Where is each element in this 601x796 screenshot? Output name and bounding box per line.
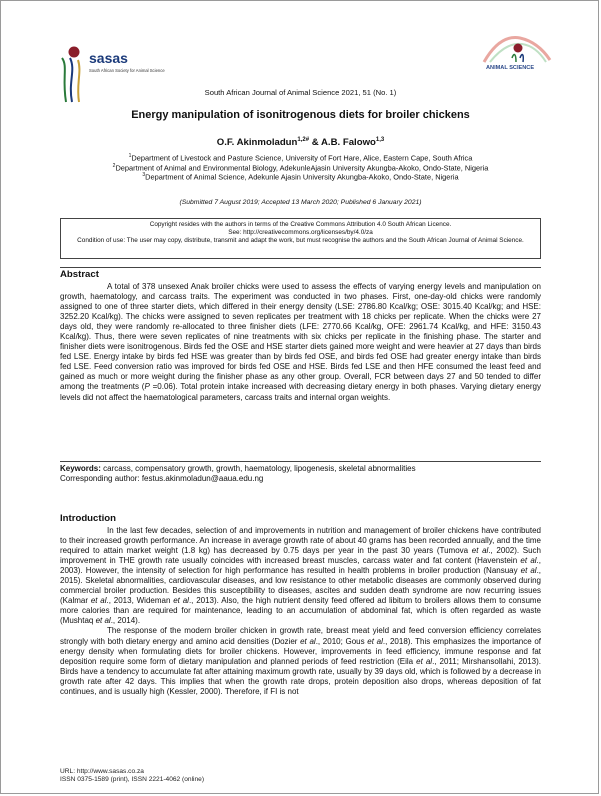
divider: [60, 461, 541, 462]
author-affiliation-marker: 1,2#: [297, 137, 310, 143]
licence-url[interactable]: See: http://creativecommons.org/licenses/by/4.0/za: [228, 229, 373, 236]
author-affiliation-marker: 1,3: [375, 137, 385, 143]
submission-dates: (Submitted 7 August 2019; Accepted 13 March 2020; Published 6 January 2021): [179, 199, 422, 206]
author-name: A.B. Falowo: [321, 137, 376, 149]
affiliation-number: 3: [142, 172, 146, 178]
author-separator: &: [309, 137, 321, 149]
abstract-body: =0.06). Total protein intake increased with decreasing dietary energy in both phases. Varying dietary energy levels did not affect the haematological parameters, carcass traits and internal organ weights.: [60, 382, 541, 402]
licence-conditions: Condition of use: The user may copy, distribute, transmit and adapt the work, but must recognise the authors and the South African Journal of Animal Science.: [77, 237, 524, 244]
affiliation-number: 1: [128, 153, 132, 159]
abstract-body: A total of 378 unsexed Anak broiler chicks were used to assess the effects of varying energy levels and manipulation on growth, haematology, and carcass traits. The experiment was conducted in two phases. First, one-day-old chicks were randomly assigned to one of three starter diets, which differed in their energy density (LSE: 2786.80 Kcal/kg; OSE: 3015.40 Kcal/kg; and HSE: 3252.20 Kcal/kg). The chicks were assigned to seven replicates per treatment with 18 chicks per replicate. When the chicks were 27 days old, they were randomly re-allocated to three finisher diets (LFE: 2770.66 Kcal/kg, OFE: 2961.74 Kcal/kg, and HFE: 3150.43 Kcal/kg). Thus, there were seven replicates of nine treatments with six chicks per replicate in the finishing phase. The starter and finisher diets were isonitrogenous. Birds fed the OSE and HSE starter diets gained more weight and were heavier at 27 days than birds fed LSE. Energy intake by birds fed HSE was greater than by birds fed OSE, and birds fed OSE had greater energy intake than birds fed LSE. Feed conversion ratio was improved for birds fed OSE and HSE. Birds fed LSE and then HFE consumed the least feed and gained as much or more weight during the finisher phase as any other group. Overall, FCR between days 27 and 50 tended to differ among the treatments (: [60, 282, 541, 392]
divider: [60, 267, 541, 268]
sasas-logo-subtitle: South African Society for Animal Science: [89, 68, 165, 73]
abstract-text: [60, 282, 541, 403]
licence-box: [60, 218, 541, 259]
introduction-text: [60, 526, 541, 697]
keywords-label: Keywords:: [60, 464, 101, 473]
paragraph: The response of the modern broiler chicken in growth rate, breast meat yield and feed conversion efficiency correlates strongly with both dietary energy and amino acid densities (Dozier et al., 2010; Gous et al., 2018). This emphasizes the importance of energy density when formulating diets for broiler chickens. However, improvements in feed efficiency, immune response and fat deposition require some form of dietary manipulation and planned periods of feed restriction (Eila et al., 2011; Mirshansollahi, 2013). Birds have a tendency to accumulate fat after attaining maximum growth rate, usually by 39 days old, which is followed by a decrease in growth rate after 42 days. This implies that when the growth rate drops, protein deposition also drops, whereas deposition of fat continues, and is usually high (Kessler, 2000). Therefore, if FI is not: [60, 626, 542, 696]
licence-line: Copyright resides with the authors in terms of the Creative Commons Attribution 4.0 South African Licence.: [149, 221, 452, 228]
abstract-heading: Abstract: [60, 269, 99, 280]
introduction-heading: Introduction: [60, 513, 116, 524]
affiliation-text: Department of Animal Science, Adekunle Ajasin University Akungba-Akoko, Ondo-State, Nigeria: [145, 172, 459, 182]
corresponding-author: Corresponding author: festus.akinmoladun@aaua.edu.ng: [60, 474, 264, 483]
footer-issn: ISSN 0375-1589 (print), ISSN 2221-4062 (online): [60, 776, 205, 783]
sasas-logo-word: sasas: [89, 50, 128, 66]
journal-emblem-icon: [480, 32, 555, 66]
affiliation-text: Department of Animal and Environmental Biology, AdekunleAjasin University Akungba-Akoko, Ondo-State, Nigeria: [115, 162, 489, 172]
article-title: Energy manipulation of isonitrogenous diets for broiler chickens: [131, 109, 470, 121]
affiliation-number: 2: [112, 162, 116, 169]
keywords: [60, 464, 541, 474]
author-line: [0, 137, 601, 148]
footer: [60, 768, 204, 784]
journal-logo-text: ANIMAL SCIENCE: [486, 65, 535, 71]
affiliation: [0, 171, 601, 182]
keywords-list: carcass, compensatory growth, growth, haematology, lipogenesis, skeletal abnormalities: [100, 464, 416, 473]
journal-logo: [480, 32, 555, 80]
footer-url[interactable]: URL: http://www.sasas.co.za: [60, 768, 144, 775]
paragraph: In the last few decades, selection of and improvements in nutrition and management of broiler chickens have contributed to their increased growth performance. An increase in average growth rate of about 40 grams has been recorded annually, and the time required to attain market weight (1.8 kg) has decreased by 0.75 days per year in the past 30 years (Tumova et al., 2002). Such improvement in THE growth rate usually coincides with increased breast muscles, carcass water and fat content (Havenstein et al., 2003). However, the intensity of selection for high performance has resulted in health problems in broiler production (Nansuay et al., 2015). Skeletal abnormalities, cardiovascular diseases, and low resistance to other metabolic diseases are commonly observed during commercial broiler production. Besides this susceptibility to diseases, ascites and sudden death syndrome are now recurring issues (Kalmar et al., 2013, Wideman et al., 2013). Also, the high nutrient density feed offered ad libitum to broilers allows them to consume more calories than are required for maintenance, leading to an accumulation of abdominal fat, which is often regarded as waste (Mushtaq et al., 2014).: [60, 526, 542, 626]
journal-citation: South African Journal of Animal Science 2021, 51 (No. 1): [204, 88, 397, 97]
affiliation-text: Department of Livestock and Pasture Science, University of Fort Hare, Alice, Eastern Cape, South Africa: [131, 153, 473, 163]
p-value-symbol: P: [144, 382, 150, 392]
author-name: O.F. Akinmoladun: [216, 137, 298, 149]
